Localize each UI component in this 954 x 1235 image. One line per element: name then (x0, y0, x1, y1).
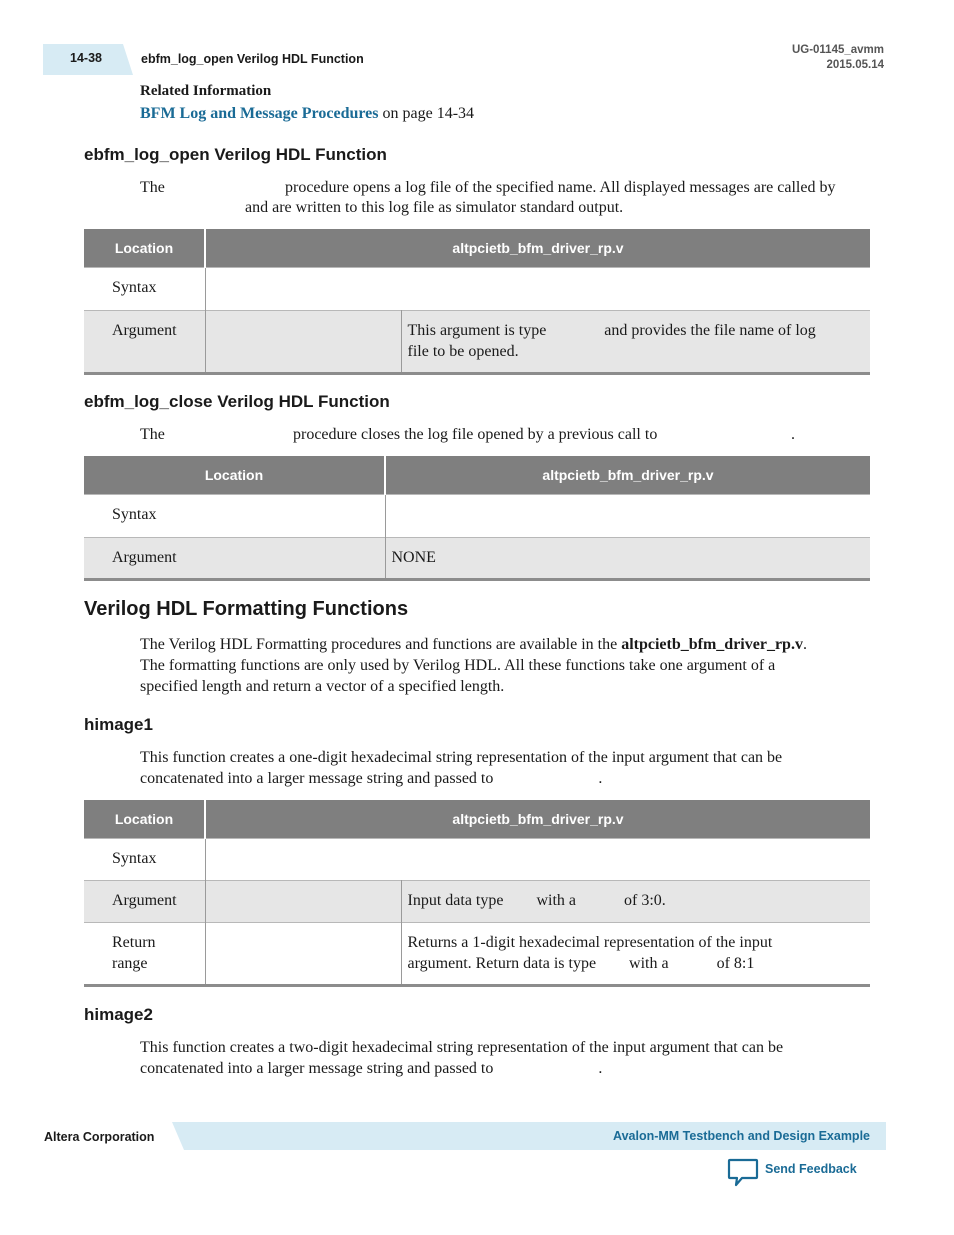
himage1-para-end: . (598, 770, 603, 787)
doc-id-block (792, 43, 884, 73)
row-label-syntax: Syntax (84, 839, 205, 881)
return-label-2: range (112, 955, 148, 972)
himage1-para-line1: This function creates a one-digit hexadecimal string representation of the input argument that can be (140, 749, 783, 766)
log-open-para-start: The (140, 179, 165, 196)
log-open-para-line2: and are written to this log file as simulator standard output. (245, 199, 624, 216)
row-label-argument: Argument (84, 538, 385, 580)
argument-a: Input data type (407, 892, 504, 909)
himage1-para-line2: concatenated into a larger message string and passed to (140, 770, 494, 787)
himage2-para-line2: concatenated into a larger message string and passed to (140, 1060, 494, 1077)
formatting-para-a: The Verilog HDL Formatting procedures and functions are available in the (140, 636, 622, 653)
table-header-location: Location (84, 800, 205, 839)
return-desc-cell (401, 923, 870, 986)
send-feedback-link[interactable]: Send Feedback (765, 1162, 857, 1176)
argument-desc-cell (401, 311, 870, 374)
argument-value: NONE (385, 538, 870, 580)
table-header-file: altpcietb_bfm_driver_rp.v (205, 800, 870, 839)
row-label-argument: Argument (84, 311, 205, 374)
log-close-table (84, 456, 870, 581)
section-heading-himage1: himage1 (84, 715, 153, 734)
return-label-1: Return (112, 934, 156, 951)
table-header-location: Location (84, 456, 385, 495)
doc-date: 2015.05.14 (826, 59, 884, 71)
syntax-cell (385, 495, 870, 538)
log-open-para-line1: procedure opens a log file of the specified name. All displayed messages are called by (285, 179, 836, 196)
formatting-paragraph (140, 634, 870, 697)
log-close-para-end: . (791, 426, 795, 443)
footer-doc-title[interactable]: Avalon-MM Testbench and Design Example (613, 1129, 870, 1143)
argument-name-cell (205, 881, 401, 923)
himage1-paragraph (140, 747, 870, 789)
section-heading-log-close: ebfm_log_close Verilog HDL Function (84, 392, 390, 411)
doc-id: UG-01145_avmm (791, 44, 884, 56)
himage1-table (84, 800, 870, 987)
table-header-file: altpcietb_bfm_driver_rp.v (205, 229, 870, 268)
argument-desc-b: and provides the file name of log (604, 322, 816, 339)
row-label-return-range (84, 923, 205, 986)
himage2-para-line1: This function creates a two-digit hexadecimal string representation of the input argument that can be (140, 1039, 784, 1056)
formatting-para-line3: specified length and return a vector of a specified length. (140, 678, 505, 695)
return-a: argument. Return data is type (407, 955, 597, 972)
related-info-line (140, 105, 474, 123)
related-page-ref: on page 14-34 (378, 105, 475, 122)
page-number: 14-38 (70, 51, 102, 65)
section-heading-formatting: Verilog HDL Formatting Functions (84, 598, 409, 620)
footer-company: Altera Corporation (44, 1130, 155, 1144)
return-line1: Returns a 1-digit hexadecimal representation of the input (407, 934, 773, 951)
running-title: ebfm_log_open Verilog HDL Function (141, 52, 364, 66)
himage2-para-end: . (598, 1060, 603, 1077)
formatting-file-name: altpcietb_bfm_driver_rp.v (621, 636, 803, 653)
table-header-location: Location (84, 229, 205, 268)
row-label-argument: Argument (84, 881, 205, 923)
log-close-para-start: The (140, 426, 165, 443)
return-b: with a (629, 955, 669, 972)
formatting-para-b: . (802, 636, 807, 653)
related-info-label: Related Information (140, 83, 272, 99)
table-header-file: altpcietb_bfm_driver_rp.v (385, 456, 870, 495)
return-name-cell (205, 923, 401, 986)
argument-desc-a: This argument is type (407, 322, 547, 339)
argument-b: with a (536, 892, 577, 909)
row-label-syntax: Syntax (84, 268, 205, 311)
syntax-cell (205, 839, 870, 881)
argument-name-cell (205, 311, 401, 374)
bfm-log-procedures-link[interactable]: BFM Log and Message Procedures (140, 105, 379, 122)
himage2-paragraph (140, 1037, 870, 1079)
argument-desc-c: file to be opened. (407, 343, 519, 360)
argument-desc-cell (401, 881, 870, 923)
syntax-cell (205, 268, 870, 311)
log-close-para-mid: procedure closes the log file opened by a previous call to (293, 426, 658, 443)
formatting-para-line2: The formatting functions are only used by Verilog HDL. All these functions take one argument of a (140, 657, 776, 674)
argument-c: of 3:0. (624, 892, 666, 909)
log-open-table (84, 229, 870, 375)
section-heading-himage2: himage2 (84, 1005, 153, 1024)
return-c: of 8:1 (716, 955, 755, 972)
row-label-syntax: Syntax (84, 495, 385, 538)
feedback-speech-bubble-icon[interactable] (727, 1158, 759, 1188)
section-heading-log-open: ebfm_log_open Verilog HDL Function (84, 145, 387, 164)
